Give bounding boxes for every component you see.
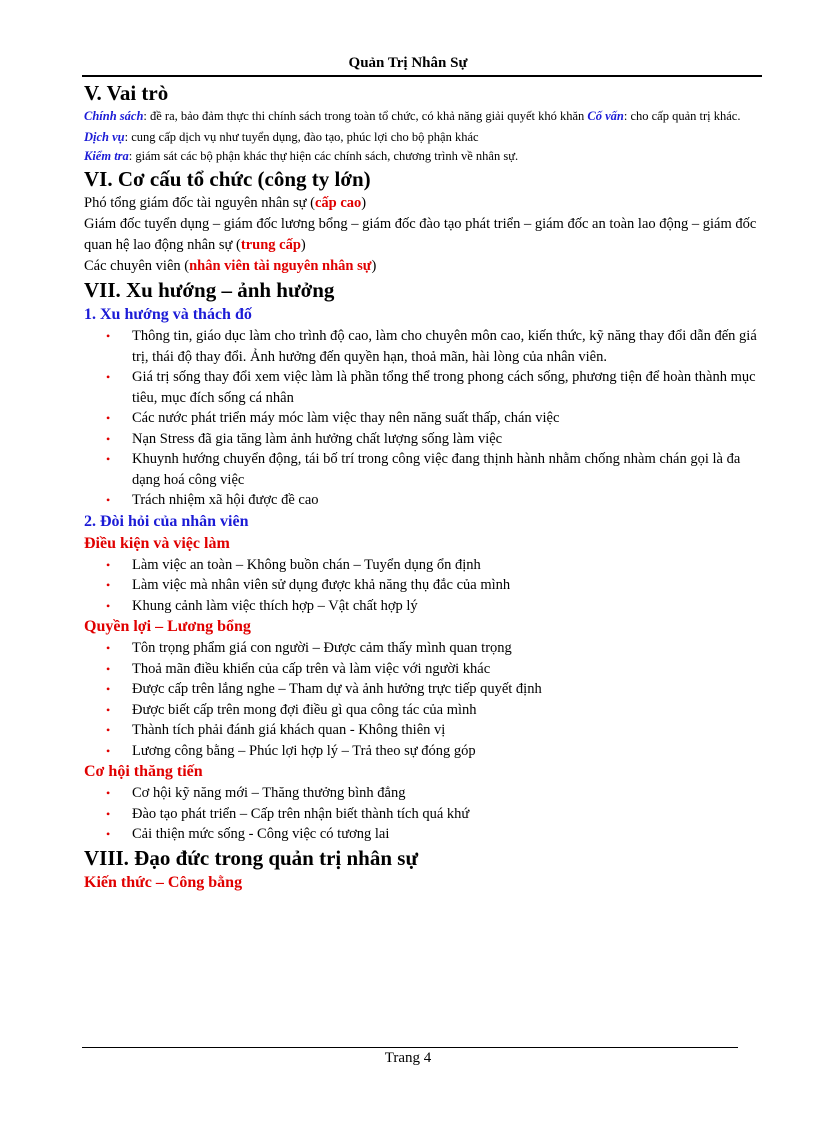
- list-item: [84, 408, 760, 429]
- bullet-icon: •: [106, 827, 111, 841]
- list-item-text: Thông tin, giáo dục làm cho trình độ cao, làm cho chuyên môn cao, kiến thức, kỹ năng thay đổi dẫn đến giá trị, thái độ thay đổi. Ảnh hưởng đến quyền hạn, thoả mãn, hài lòng của nhân viên.: [132, 328, 757, 365]
- list-item: [84, 700, 760, 721]
- section-5-title: V. Vai trò: [84, 81, 169, 105]
- policy-text: : đề ra, bảo đảm thực thi chính sách trong toàn tổ chức, có khả năng giải quyết khó khăn: [143, 109, 588, 123]
- list-item-text: Nạn Stress đã gia tăng làm ảnh hưởng chất lượng sống làm việc: [132, 430, 503, 447]
- promotion-heading: Cơ hội thăng tiến: [84, 763, 203, 780]
- list-item: [84, 638, 760, 659]
- list-item-text: Khung cảnh làm việc thích hợp – Vật chất hợp lý: [132, 597, 418, 614]
- list-item-text: Khuynh hướng chuyển động, tái bố trí trong công việc đang thịnh hành nhằm chống nhàm chán gọi là đa dạng hoá công việc: [132, 451, 741, 488]
- bullet-icon: •: [106, 661, 111, 676]
- bullet-icon: •: [106, 743, 111, 758]
- list-item: [84, 783, 760, 804]
- section-7-title: VII. Xu hướng – ảnh hưởng: [84, 278, 335, 302]
- footer-divider: [82, 1047, 738, 1048]
- list-item-text: Được biết cấp trên mong đợi điều gì qua công tác của mình: [132, 701, 477, 718]
- list-item-text: Đào tạo phát triển – Cấp trên nhận biết thành tích quá khứ: [132, 805, 470, 822]
- service-label: Dịch vụ: [84, 130, 125, 144]
- subsection-trends-title: 1. Xu hướng và thách đố: [84, 306, 252, 323]
- bullet-icon: •: [106, 702, 111, 717]
- bullet-icon: •: [106, 641, 111, 655]
- list-item: [84, 326, 760, 367]
- section-6-line-1: [84, 193, 760, 214]
- bullet-icon: •: [106, 329, 111, 343]
- trends-list: [84, 326, 760, 511]
- section-5-paragraph-2: [84, 128, 760, 147]
- service-text: : cung cấp dịch vụ như tuyển dụng, đào tạo, phúc lợi cho bộ phận khác: [124, 130, 479, 144]
- list-item: [84, 824, 760, 845]
- bullet-icon: •: [106, 452, 111, 466]
- line-3-text: Các chuyên viên (: [84, 258, 190, 274]
- section-8-title: VIII. Đạo đức trong quản trị nhân sự: [84, 845, 419, 870]
- line-1-end: ): [361, 195, 367, 211]
- conditions-list: [84, 555, 760, 617]
- bullet-icon: •: [106, 493, 111, 507]
- promotion-list: [84, 783, 760, 845]
- advisor-text: : cho cấp quản trị khác.: [623, 109, 741, 123]
- list-item-text: Cải thiện mức sống - Công việc có tương lai: [132, 826, 390, 842]
- list-item-text: Lương công bằng – Phúc lợi hợp lý – Trả theo sự đóng góp: [132, 742, 476, 759]
- document-body: [84, 80, 760, 894]
- inspection-text: : giám sát các bộ phận khác thự hiện các chính sách, chương trình về nhân sự.: [128, 149, 519, 163]
- list-item-text: Làm việc an toàn – Không buồn chán – Tuyển dụng ổn định: [132, 556, 481, 573]
- list-item: [84, 741, 760, 762]
- list-item: [84, 659, 760, 680]
- benefits-list: [84, 638, 760, 761]
- list-item-text: Thoả mãn điều khiển của cấp trên và làm việc với người khác: [132, 660, 491, 677]
- page-header-title: Quản Trị Nhân Sự: [348, 55, 468, 71]
- bullet-icon: •: [106, 578, 111, 592]
- bullet-icon: •: [106, 806, 111, 821]
- list-item-text: Làm việc mà nhân viên sử dụng được khả năng thụ đắc của mình: [132, 577, 511, 593]
- list-item-text: Tôn trọng phẩm giá con người – Được cảm thấy mình quan trọng: [132, 640, 512, 656]
- policy-label: Chính sách: [84, 109, 144, 123]
- line-3-highlight: nhân viên tài nguyên nhân sự: [189, 258, 372, 274]
- bullet-icon: •: [106, 598, 111, 613]
- list-item: [84, 575, 760, 596]
- list-item: [84, 720, 760, 741]
- line-2-text: Giám đốc tuyển dụng – giám đốc lương bổng – giám đốc đào tạo phát triển – giám đốc an toàn lao động – giám đốc quan hệ lao động nhân sự (: [84, 216, 757, 253]
- advisor-label: Cố vấn: [587, 109, 624, 123]
- bullet-icon: •: [106, 682, 111, 696]
- list-item-text: Giá trị sống thay đổi xem việc làm là phần tổng thể trong phong cách sống, phương tiện để hoàn thành mục tiêu, mục đích sống cá nhân: [132, 369, 756, 406]
- bullet-icon: •: [106, 723, 111, 737]
- section-6-line-3: [84, 256, 760, 277]
- subsection-employee-demands-title: 2. Đòi hỏi của nhân viên: [84, 512, 249, 530]
- line-3-end: ): [371, 258, 377, 274]
- list-item-text: Trách nhiệm xã hội được đề cao: [132, 492, 319, 508]
- section-6-title: VI. Cơ cấu tổ chức (công ty lớn): [84, 167, 371, 191]
- benefits-heading: Quyền lợi – Lương bổng: [84, 618, 251, 635]
- bullet-icon: •: [106, 786, 111, 800]
- line-1-highlight: cấp cao: [314, 195, 362, 211]
- conditions-heading: Điều kiện và việc làm: [84, 534, 230, 552]
- bullet-icon: •: [106, 557, 111, 572]
- ethics-heading: Kiến thức – Công bằng: [84, 873, 243, 891]
- bullet-icon: •: [106, 370, 111, 384]
- line-2-end: ): [300, 237, 306, 253]
- section-6-line-2: [84, 214, 760, 256]
- bullet-icon: •: [106, 411, 111, 425]
- section-5-paragraph-1: [84, 107, 760, 126]
- list-item: [84, 596, 760, 617]
- list-item: [84, 490, 760, 511]
- page-number: Trang 4: [384, 1050, 432, 1066]
- list-item: [84, 804, 760, 825]
- line-2-highlight: trung cấp: [240, 237, 301, 253]
- list-item: [84, 367, 760, 408]
- list-item: [84, 429, 760, 450]
- list-item-text: Thành tích phải đánh giá khách quan - Không thiên vị: [132, 722, 446, 738]
- list-item-text: Cơ hội kỹ năng mới – Thăng thưởng bình đẳng: [132, 785, 406, 801]
- section-5-paragraph-3: [84, 147, 760, 166]
- list-item: [84, 555, 760, 576]
- inspection-label: Kiểm tra: [84, 149, 129, 163]
- bullet-icon: •: [106, 431, 111, 446]
- list-item: [84, 679, 760, 700]
- list-item-text: Các nước phát triển máy móc làm việc thay nên năng suất thấp, chán việc: [132, 410, 560, 426]
- list-item: [84, 449, 760, 490]
- list-item-text: Được cấp trên lắng nghe – Tham dự và ảnh hưởng trực tiếp quyết định: [132, 681, 542, 697]
- header-divider: [82, 75, 762, 77]
- line-1-text: Phó tổng giám đốc tài nguyên nhân sự (: [84, 195, 315, 211]
